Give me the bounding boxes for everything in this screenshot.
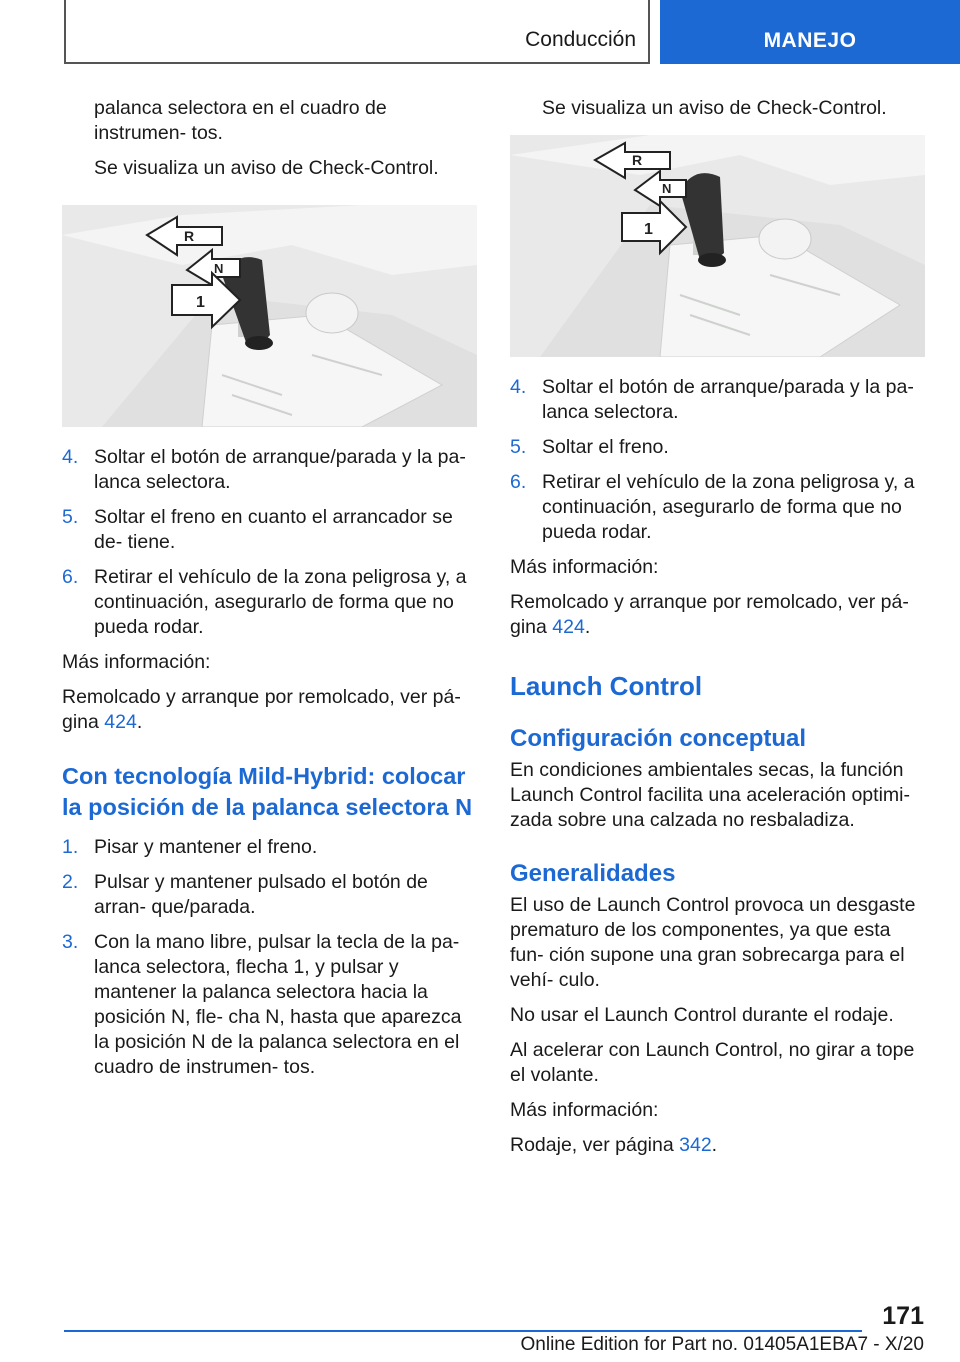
- page-link-424[interactable]: 424: [552, 616, 585, 638]
- step-text: Pisar y mantener el freno.: [94, 836, 318, 858]
- header-chapter-label: MANEJO: [763, 29, 857, 52]
- header-chapter-tab[interactable]: [660, 0, 960, 64]
- page-link-342[interactable]: 342: [679, 1134, 712, 1156]
- selector-lever-illustration: [510, 135, 925, 357]
- more-info-label: Más información:: [510, 1099, 659, 1121]
- step-text: Retirar el vehículo de la zona peligrosa y, a continuación, asegurarlo de forma que no pueda rodar.: [542, 471, 915, 543]
- list-item: [510, 375, 925, 425]
- right-column: [510, 96, 925, 1168]
- step-number: 1.: [62, 836, 79, 858]
- figure-label-r: R: [184, 228, 195, 244]
- header-box: [64, 0, 650, 64]
- list-item: [62, 930, 477, 1080]
- header-section-title: Conducción: [525, 28, 636, 51]
- step-text: Pulsar y mantener pulsado el botón de arran- que/parada.: [94, 871, 428, 918]
- selector-lever-illustration: [62, 205, 477, 427]
- cross-reference-end: .: [584, 616, 591, 638]
- list-item: [510, 435, 925, 460]
- cross-reference-end: .: [136, 711, 143, 733]
- general-paragraph-3: Al acelerar con Launch Control, no girar a tope el volante.: [510, 1039, 915, 1086]
- page-link-424[interactable]: 424: [104, 711, 137, 733]
- list-item: [62, 870, 477, 920]
- launch-control-heading: Launch Control: [510, 671, 703, 701]
- concept-heading: Configuración conceptual: [510, 725, 807, 752]
- mild-hybrid-heading: Con tecnología Mild-Hybrid: colocar la posición de la palanca selectora N: [62, 763, 473, 820]
- figure-label-1: 1: [196, 294, 205, 311]
- step-number: 6.: [510, 471, 527, 493]
- step-text: Soltar el freno en cuanto el arrancador se de- tiene.: [94, 506, 453, 553]
- cross-reference-text: Rodaje, ver página: [510, 1134, 680, 1156]
- step-number: 5.: [510, 436, 527, 458]
- cross-reference-end: .: [711, 1134, 718, 1156]
- step-number: 4.: [510, 376, 527, 398]
- more-info-label: Más información:: [62, 651, 211, 673]
- step-text: Soltar el botón de arranque/parada y la pa- lanca selectora.: [94, 446, 466, 493]
- cross-reference: [510, 590, 925, 640]
- step-text: Con la mano libre, pulsar la tecla de la pa- lanca selectora, flecha 1, y pulsar y mantener la palanca selectora hacia la posición N, fle- cha N, hasta que aparezca la posición N de la palanca selectora en el cuadro de instrumen- tos.: [94, 931, 462, 1078]
- steps-list-right: [510, 375, 925, 545]
- more-info-label: Más información:: [510, 556, 659, 578]
- step-number: 6.: [62, 566, 79, 588]
- left-intro-continuation: palanca selectora en el cuadro de instrumen- tos.: [94, 97, 387, 144]
- list-item: [510, 470, 925, 545]
- general-paragraph-1: El uso de Launch Control provoca un desgaste prematuro de los componentes, ya que esta fun- ción supone una gran sobrecarga para el vehí- culo.: [510, 894, 916, 991]
- step-text: Soltar el botón de arranque/parada y la pa- lanca selectora.: [542, 376, 914, 423]
- general-paragraph-2: No usar el Launch Control durante el rodaje.: [510, 1004, 894, 1026]
- step-number: 2.: [62, 871, 79, 893]
- list-item: [62, 505, 477, 555]
- steps-list-b: [62, 835, 477, 1080]
- step-number: 5.: [62, 506, 79, 528]
- selector-lever-figure-right: [510, 135, 925, 357]
- list-item: [62, 835, 477, 860]
- footer-divider: [64, 1330, 862, 1332]
- selector-lever-figure-left: [62, 205, 477, 427]
- left-column: [62, 96, 477, 1090]
- cross-reference: [62, 685, 477, 735]
- general-heading: Generalidades: [510, 860, 676, 887]
- step-number: 4.: [62, 446, 79, 468]
- figure-label-n: N: [662, 181, 672, 196]
- list-item: [62, 565, 477, 640]
- cross-reference-text: Remolcado y arranque por remolcado, ver pá- gina: [510, 591, 909, 638]
- step-text: Soltar el freno.: [542, 436, 669, 458]
- footer-edition: Online Edition for Part no. 01405A1EBA7 - X/20: [520, 1334, 924, 1355]
- list-item: [62, 445, 477, 495]
- left-check-control-note: Se visualiza un aviso de Check-Control.: [94, 157, 439, 179]
- cross-reference-text: Remolcado y arranque por remolcado, ver pá- gina: [62, 686, 461, 733]
- cross-reference: [510, 1133, 925, 1158]
- right-check-control-note: Se visualiza un aviso de Check-Control.: [542, 97, 887, 119]
- page-number: 171: [882, 1302, 924, 1330]
- step-text: Retirar el vehículo de la zona peligrosa y, a continuación, asegurarlo de forma que no pueda rodar.: [94, 566, 467, 638]
- figure-label-1: 1: [644, 221, 653, 238]
- figure-label-n: N: [214, 261, 224, 276]
- step-number: 3.: [62, 931, 79, 953]
- steps-list-a: [62, 445, 477, 640]
- figure-label-r: R: [632, 152, 643, 168]
- concept-paragraph: En condiciones ambientales secas, la función Launch Control facilita una aceleración optimi- zada sobre una calzada no resbaladiza.: [510, 759, 910, 831]
